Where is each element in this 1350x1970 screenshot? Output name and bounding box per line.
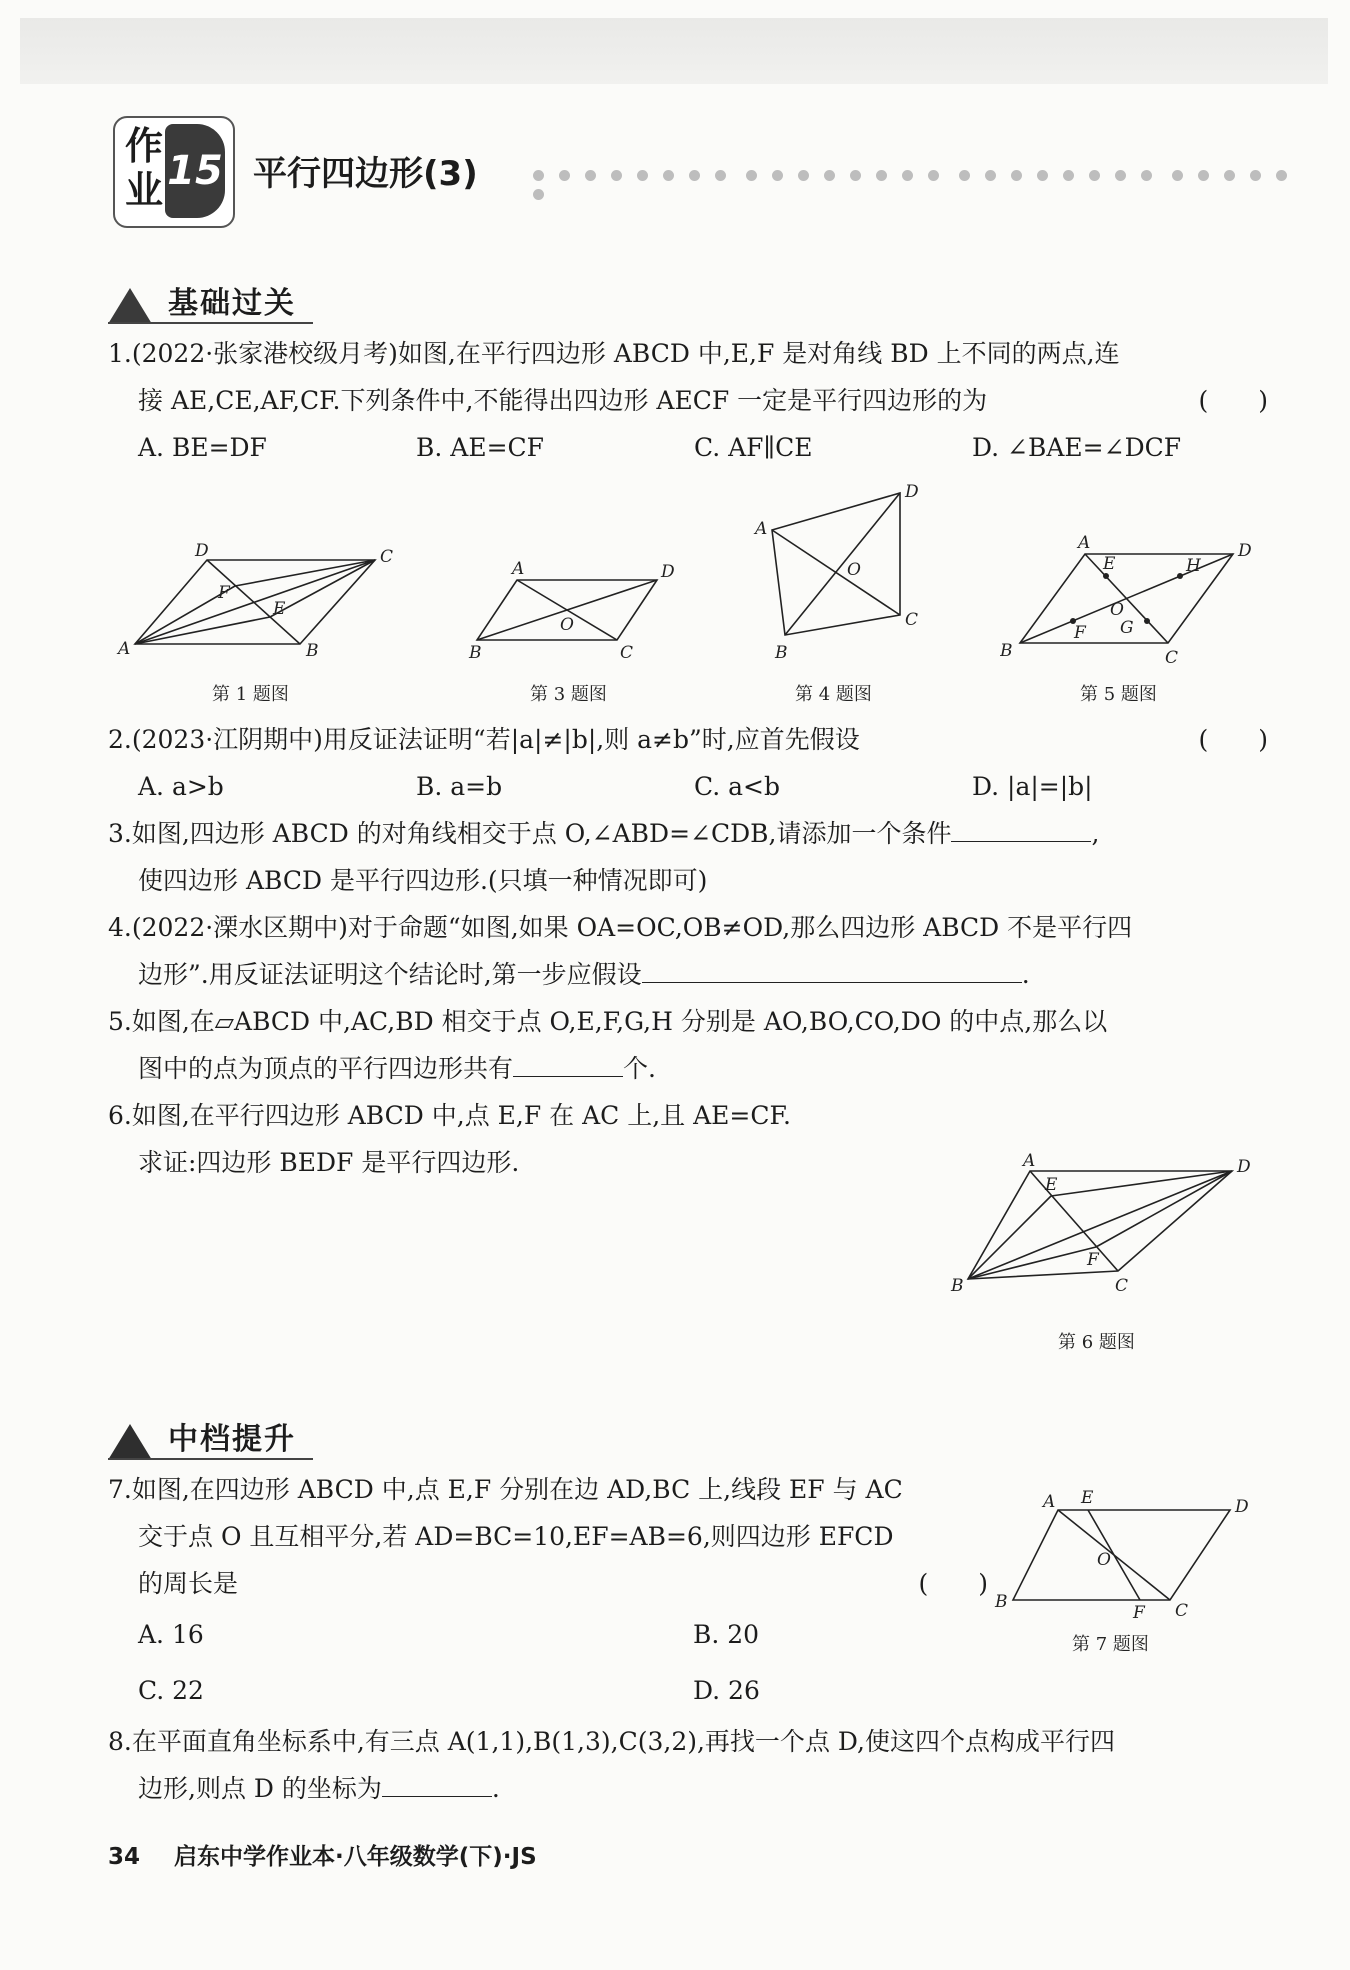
fig3-label-c: C bbox=[620, 643, 634, 663]
fig5-label-h: H bbox=[1186, 556, 1201, 576]
fig4-quadrilateral bbox=[772, 493, 900, 635]
q5-answer-blank[interactable] bbox=[513, 1046, 623, 1077]
fig4-label-c: C bbox=[905, 610, 919, 630]
fig7-label-c: C bbox=[1175, 1601, 1189, 1621]
fig7-label-o: O bbox=[1097, 1550, 1111, 1570]
fig6-label-f: F bbox=[1087, 1250, 1099, 1270]
fig7-segment-ef bbox=[1088, 1510, 1140, 1600]
fig6-caption: 第 6 题图 bbox=[1058, 1332, 1135, 1353]
q8-answer-blank[interactable] bbox=[382, 1766, 492, 1797]
q1-option-c[interactable]: C. AF∥CE bbox=[694, 433, 813, 462]
question-7 bbox=[108, 1466, 988, 1719]
fig1-label-d: D bbox=[195, 541, 209, 561]
q4-line1: 4.(2022·溧水区期中)对于命题“如图,如果 OA=OC,OB≠OD,那么四边形 ABCD 不是平行四 bbox=[108, 913, 1133, 942]
mountain-icon bbox=[108, 288, 152, 324]
fig7-label-a: A bbox=[1043, 1492, 1056, 1512]
q3-line1-end: , bbox=[1091, 819, 1100, 848]
fig4-label-a: A bbox=[755, 519, 768, 539]
fig3-label-d: D bbox=[661, 562, 675, 582]
fig6-label-b: B bbox=[951, 1276, 964, 1296]
fig6-label-e: E bbox=[1045, 1175, 1058, 1195]
fig1-label-e: E bbox=[273, 599, 286, 619]
fig4-label-b: B bbox=[775, 643, 788, 663]
fig1-label-a: A bbox=[118, 639, 131, 659]
fig5-label-f: F bbox=[1074, 623, 1086, 643]
q7-answer-paren: ( ) bbox=[918, 1569, 988, 1598]
section-advanced-title: 中档提升 bbox=[168, 1422, 296, 1457]
q3-line2: 使四边形 ABCD 是平行四边形.(只填一种情况即可) bbox=[138, 866, 708, 895]
q1-answer-paren: ( ) bbox=[1198, 386, 1268, 415]
fig6-label-c: C bbox=[1115, 1276, 1129, 1296]
q7-options-row1 bbox=[108, 1607, 988, 1663]
fig1-label-f: F bbox=[218, 583, 230, 603]
fig5-point-h bbox=[1177, 573, 1183, 579]
section-underline bbox=[108, 1458, 313, 1460]
page-number: 34 bbox=[108, 1844, 141, 1870]
q2-option-c[interactable]: C. a<b bbox=[694, 772, 780, 801]
page-footer bbox=[108, 1838, 537, 1871]
q4-line2-end: . bbox=[1021, 960, 1030, 989]
fig5-label-g: G bbox=[1120, 618, 1134, 638]
question-5 bbox=[108, 998, 1268, 1092]
figure-3 bbox=[465, 555, 685, 670]
fig1-label-c: C bbox=[380, 547, 394, 567]
fig1-caption: 第 1 题图 bbox=[212, 684, 289, 705]
q4-answer-blank[interactable] bbox=[642, 952, 1022, 983]
fig1-segment-ce bbox=[270, 560, 375, 617]
q6-line2: 求证:四边形 BEDF 是平行四边形. bbox=[138, 1148, 520, 1177]
fig7-caption: 第 7 题图 bbox=[1072, 1634, 1149, 1655]
question-2 bbox=[108, 716, 1268, 810]
fig7-label-f: F bbox=[1133, 1603, 1145, 1623]
fig6-diagonal-ac bbox=[1030, 1171, 1118, 1271]
q1-option-a[interactable]: A. BE=DF bbox=[138, 433, 267, 462]
fig5-label-d: D bbox=[1238, 541, 1252, 561]
fig7-label-b: B bbox=[995, 1592, 1008, 1612]
q8-line2-end: . bbox=[491, 1774, 500, 1803]
page-title: 平行四边形(3) bbox=[253, 154, 478, 194]
fig1-label-b: B bbox=[306, 641, 319, 661]
fig4-caption: 第 4 题图 bbox=[795, 684, 872, 705]
q3-answer-blank[interactable] bbox=[951, 811, 1091, 842]
fig3-label-a: A bbox=[512, 559, 525, 579]
fig4-label-d: D bbox=[905, 482, 919, 502]
q5-line2: 图中的点为顶点的平行四边形共有 bbox=[138, 1054, 514, 1083]
q2-answer-paren: ( ) bbox=[1198, 725, 1268, 754]
q7-option-c[interactable]: C. 22 bbox=[138, 1676, 204, 1705]
figure-7 bbox=[985, 1475, 1265, 1625]
fig6-segment-fd bbox=[1096, 1171, 1232, 1247]
fig6-label-d: D bbox=[1237, 1157, 1251, 1177]
figure-5 bbox=[1000, 530, 1270, 670]
q1-option-d[interactable]: D. ∠BAE=∠DCF bbox=[972, 433, 1182, 462]
q5-line2-end: 个. bbox=[623, 1054, 656, 1083]
fig4-label-o: O bbox=[847, 560, 861, 580]
q7-options-row2 bbox=[108, 1663, 988, 1719]
q8-line1: 8.在平面直角坐标系中,有三点 A(1,1),B(1,3),C(3,2),再找一个点 D,使这四个点构成平行四 bbox=[108, 1727, 1115, 1756]
q7-option-b[interactable]: B. 20 bbox=[693, 1620, 760, 1649]
q2-line1: 2.(2023·江阴期中)用反证法证明“若|a|≠|b|,则 a≠b”时,应首先假设 bbox=[108, 725, 860, 754]
q4-line2: 边形”.用反证法证明这个结论时,第一步应假设 bbox=[138, 960, 642, 989]
section-underline bbox=[108, 322, 313, 324]
q2-option-a[interactable]: A. a>b bbox=[138, 772, 224, 801]
q2-option-d[interactable]: D. |a|=|b| bbox=[972, 772, 1093, 801]
book-title: 启东中学作业本·八年级数学(下)·JS bbox=[174, 1844, 537, 1870]
fig6-segment-bf bbox=[968, 1247, 1096, 1279]
q2-options bbox=[108, 763, 1268, 810]
fig7-label-d: D bbox=[1235, 1497, 1249, 1517]
fig3-caption: 第 3 题图 bbox=[530, 684, 607, 705]
fig3-label-b: B bbox=[469, 643, 482, 663]
fig3-label-o: O bbox=[560, 615, 574, 635]
q7-option-d[interactable]: D. 26 bbox=[693, 1676, 760, 1705]
fig7-label-e: E bbox=[1081, 1488, 1094, 1508]
fig4-diagonal-bd bbox=[785, 493, 900, 635]
section-basic-title: 基础过关 bbox=[168, 286, 296, 321]
q7-line2: 交于点 O 且互相平分,若 AD=BC=10,EF=AB=6,则四边形 EFCD bbox=[138, 1522, 894, 1551]
assignment-badge bbox=[113, 116, 233, 226]
question-4 bbox=[108, 904, 1268, 998]
figure-1 bbox=[110, 540, 400, 670]
fig5-caption: 第 5 题图 bbox=[1080, 684, 1157, 705]
q6-line1: 6.如图,在平行四边形 ABCD 中,点 E,F 在 AC 上,且 AE=CF. bbox=[108, 1101, 791, 1130]
q7-option-a[interactable]: A. 16 bbox=[138, 1620, 204, 1649]
fig5-label-b: B bbox=[1000, 641, 1013, 661]
fig5-label-e: E bbox=[1103, 554, 1116, 574]
book-icon bbox=[108, 1424, 152, 1460]
badge-number: 15 bbox=[165, 124, 225, 218]
fig6-segment-be bbox=[968, 1196, 1051, 1279]
q2-option-b[interactable]: B. a=b bbox=[416, 772, 503, 801]
fig5-label-a: A bbox=[1078, 533, 1091, 553]
fig5-point-g bbox=[1144, 618, 1150, 624]
fig5-label-c: C bbox=[1165, 648, 1179, 668]
fig6-diagonal-bd bbox=[968, 1171, 1232, 1279]
question-1 bbox=[108, 330, 1268, 471]
q7-line3: 的周长是 bbox=[138, 1569, 239, 1598]
fig5-label-o: O bbox=[1110, 600, 1124, 620]
figure-4 bbox=[745, 480, 935, 670]
fig6-segment-ed bbox=[1051, 1171, 1232, 1196]
q7-line1: 7.如图,在四边形 ABCD 中,点 E,F 分别在边 AD,BC 上,线段 EF 与 AC bbox=[108, 1475, 903, 1504]
q1-line2: 接 AE,CE,AF,CF.下列条件中,不能得出四边形 AECF 一定是平行四边形的为 bbox=[138, 386, 988, 415]
question-3 bbox=[108, 810, 1268, 904]
question-8 bbox=[108, 1718, 1268, 1812]
decorative-dots bbox=[533, 166, 1323, 184]
q8-line2: 边形,则点 D 的坐标为 bbox=[138, 1774, 382, 1803]
q1-line1: 1.(2022·张家港校级月考)如图,在平行四边形 ABCD 中,E,F 是对角线 BD 上不同的两点,连 bbox=[108, 339, 1120, 368]
q1-options bbox=[108, 424, 1268, 471]
top-shadow-band bbox=[20, 18, 1328, 84]
fig7-parallelogram bbox=[1013, 1510, 1230, 1600]
badge-label: 作业 bbox=[125, 124, 164, 212]
q5-line1: 5.如图,在▱ABCD 中,AC,BD 相交于点 O,E,F,G,H 分别是 AO,BO,CO,DO 的中点,那么以 bbox=[108, 1007, 1108, 1036]
fig1-segment-cf bbox=[235, 560, 375, 586]
figure-6 bbox=[945, 1148, 1265, 1308]
q3-line1: 3.如图,四边形 ABCD 的对角线相交于点 O,∠ABD=∠CDB,请添加一个条件 bbox=[108, 819, 952, 848]
fig6-label-a: A bbox=[1023, 1151, 1036, 1171]
q1-option-b[interactable]: B. AE=CF bbox=[416, 433, 544, 462]
